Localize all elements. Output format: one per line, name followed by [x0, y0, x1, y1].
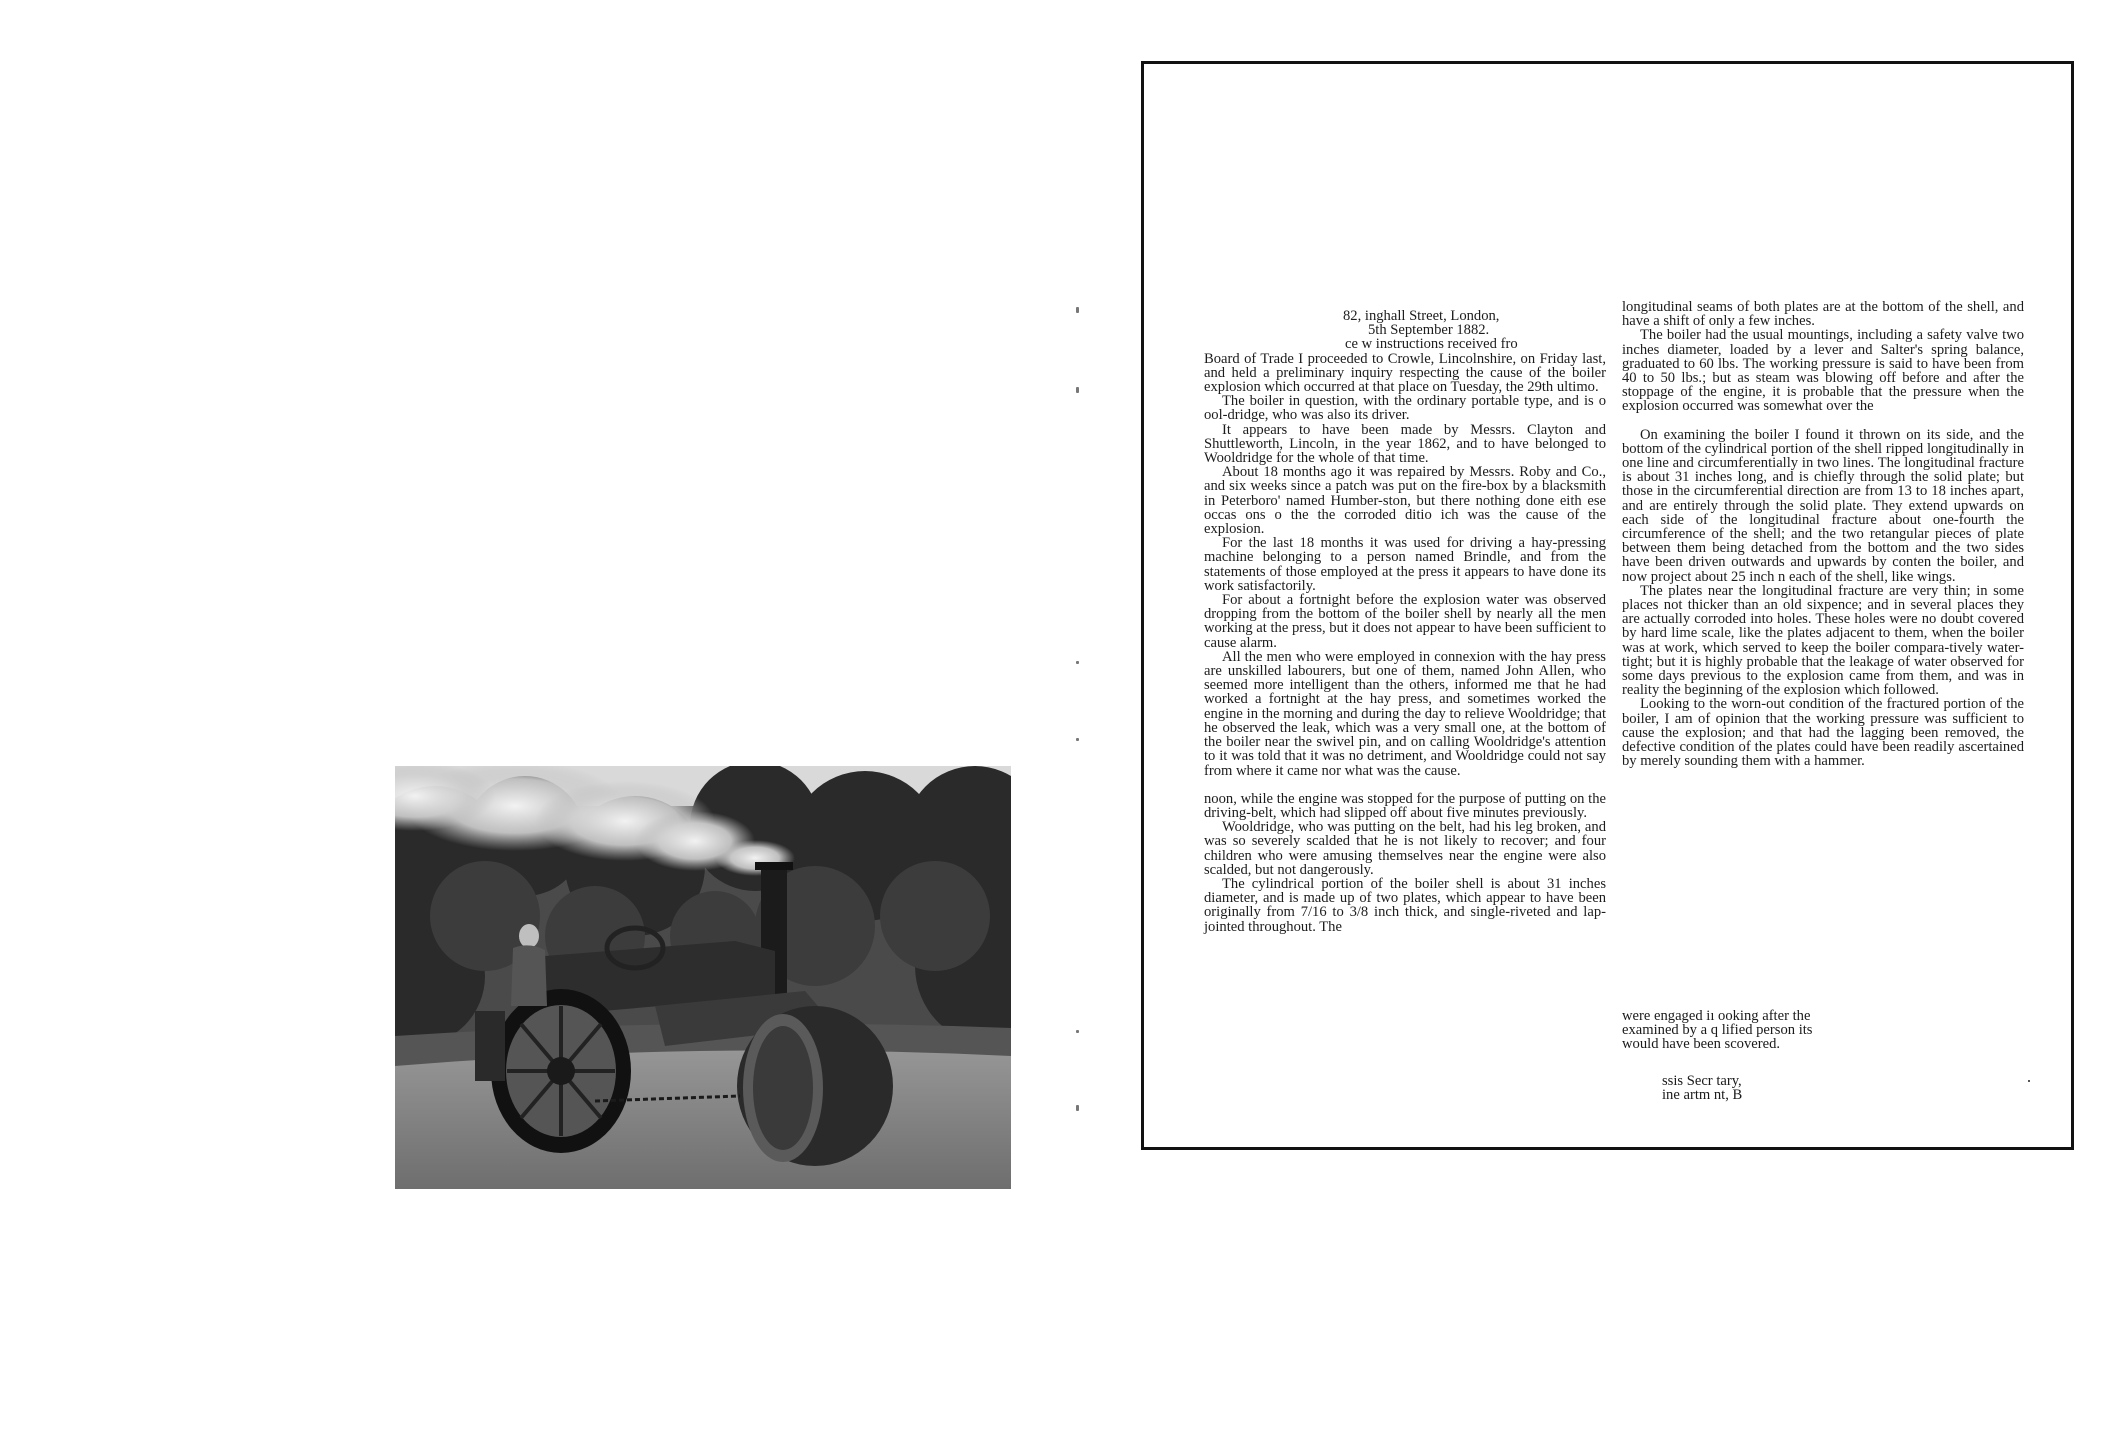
margin-mark: [1076, 661, 1079, 664]
paragraph: The boiler in question, with the ordinary portable type, and is o ool-dridge, who was also its driver.: [1204, 393, 1606, 424]
left-text-column: [1204, 309, 1606, 934]
margin-mark: [1076, 307, 1079, 313]
address-line: ce w instructions received fro: [1345, 336, 1518, 353]
closing-line: were engaged iı ooking after the: [1622, 1008, 1811, 1024]
paragraph: longitudinal seams of both plates are at the bottom of the shell, and have a shift of only a few inches.: [1622, 299, 2024, 330]
signature-block: [1662, 1074, 1862, 1102]
paragraph: Looking to the worn-out condition of the fractured portion of the boiler, I am of opinion that the working pressure was sufficient to cause the explosion; and that had the lagging been removed, the defective condition of the plates could have been readily ascertained by merely sounding them with a hammer.: [1622, 696, 2024, 770]
date-line: 5th September 1882.: [1368, 322, 1490, 339]
address-line: 82, inghall Street, London,: [1343, 308, 1500, 324]
closing-line: would have been scovered.: [1622, 1036, 1781, 1053]
margin-mark: [1076, 1105, 1079, 1111]
paragraph: Board of Trade I proceeded to Crowle, Lincolnshire, on Friday last, and held a preliminary inquiry respecting the cause of the boiler explosion which occurred at that place on Tuesday, the 29th ultimo.: [1204, 350, 1606, 396]
closing-line: examined by a q lified person its: [1622, 1022, 1813, 1039]
paragraph: For the last 18 months it was used for driving a hay-pressing machine belonging to a person named Brindle, and from the statements of those employed at the press it appears to have done its work satisfactorily.: [1204, 535, 1606, 594]
paragraph: On examining the boiler I found it thrown on its side, and the bottom of the cylindrical portion of the shell ripped longitudinally in one line and circumferentially in two lines. The longitudinal fracture is about 31 inches long, and is chiefly through the solid plate; but those in the circumferential direction are from 13 to 18 inches apart, and are entirely through the solid plate. They extend upwards on each side of the longitudinal fracture about one-fourth the circumference of the shell; and the two retangular pieces of plate between them being detached from the bottom and the two sides have been driven outwards and upwards by conten the boiler, and now project about 25 inch n each of the shell, like wings.: [1622, 426, 2024, 585]
signature-line: ssis Secr tary,: [1662, 1073, 1742, 1089]
paragraph: All the men who were employed in connexion with the hay press are unskilled labourers, but one of them, named John Allen, who seemed more intelligent than the others, informed me that he had worked a fortnight at the hay press, and sometimes worked the engine in the morning and during the day to relieve Wooldridge; that he observed the leak, which was a very small one, at the bottom of the boiler near the swivel pin, and on calling Wooldridge's attention to it was told that it was no detriment, and Wooldridge could not say from where it came nor what was the cause.: [1204, 648, 1606, 779]
paragraph: The cylindrical portion of the boiler shell is about 31 inches diameter, and is made up of two plates, which appear to have been originally from 7/16 to 3/8 inch thick, and single-riveted and lap-jointed throughout. The: [1204, 875, 1606, 935]
margin-mark: [1076, 1030, 1079, 1033]
paragraph: The plates near the longitudinal fracture are very thin; in some places not thicker than an old sixpence; and in several places they are actually corroded into holes. These holes were no doubt covered by hard lime scale, like the plates adjacent to them, when the boiler was at work, which served to keep the boiler compara-tively water-tight; but it is highly probable that the leakage of water observed for some days previous to the explosion came from them, and was in reality the beginning of the explosion which followed.: [1622, 582, 2024, 699]
margin-mark: [1076, 738, 1079, 741]
steam-roller-photo: [395, 766, 1011, 1189]
closing-lines: [1622, 1009, 1922, 1052]
paragraph: The boiler had the usual mountings, including a safety valve two inches diameter, loaded by a lever and Salter's spring balance, graduated to 60 lbs. The working pressure is said to have been from 40 to 50 lbs.; but as steam was blowing off before and after the stoppage of the engine, it is probable that the pressure when the explosion occurred was somewhat over the: [1622, 327, 2024, 415]
paragraph: For about a fortnight before the explosion water was observed dropping from the bottom of the boiler shell by nearly all the men working at the press, but it does not appear to have been sufficient to cause alarm.: [1204, 592, 1606, 651]
margin-mark: [1076, 387, 1079, 393]
signature-line: ine artm nt, B: [1662, 1087, 1743, 1104]
document-page: [1141, 61, 2074, 1150]
paragraph: noon, while the engine was stopped for the purpose of putting on the driving-belt, which had slipped off about five minutes previously.: [1204, 790, 1606, 821]
right-text-column: [1622, 300, 2024, 769]
stray-mark: [2028, 1080, 2030, 1082]
paragraph: It appears to have been made by Messrs. Clayton and Shuttleworth, Lincoln, in the year 1862, and to have belonged to Wooldridge for the whole of that time.: [1204, 421, 1606, 467]
paragraph: Wooldridge, who was putting on the belt, had his leg broken, and was so severely scalded that he is not likely to recover; and four children who were amusing themselves near the engine were also scalded, but not dangerously.: [1204, 819, 1606, 878]
paragraph: About 18 months ago it was repaired by Messrs. Roby and Co., and six weeks since a patch was put on the fire-box by a blacksmith in Peterboro' named Humber-ston, but there nothing done eith ese occas ons o the the corroded ditio ich was the cause of the explosion.: [1204, 464, 1606, 538]
